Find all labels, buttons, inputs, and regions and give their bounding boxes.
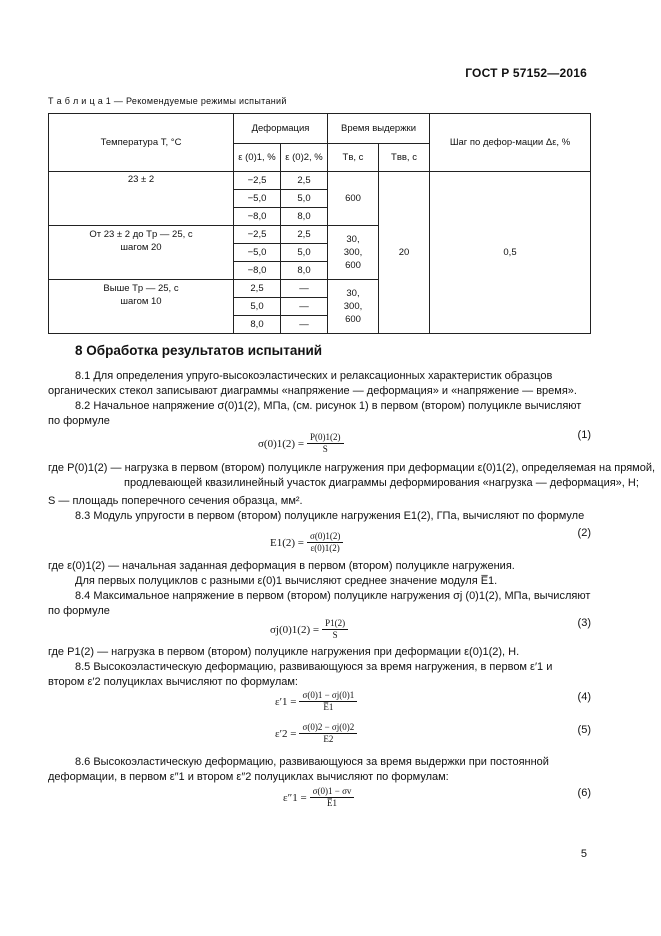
eq3-lhs: σj(0)1(2) =	[270, 623, 320, 636]
table-cell: 5,0	[281, 190, 328, 208]
eq2-number: (2)	[577, 527, 591, 539]
eq3-number: (3)	[577, 617, 591, 629]
eq6-number: (6)	[577, 787, 591, 799]
tv-cell: 30, 300, 600	[328, 280, 379, 334]
paragraph-8-5: 8.5 Высокоэластическую деформацию, развивающуюся за время нагружения, в первом ε′1 и втором ε′2 полуциклах вычисляют по формулам:	[48, 661, 553, 688]
paragraph-8-1: 8.1 Для определения упруго-высокоэластических и релаксационных характеристик образцов органических стекол записывают диаграммы «напряжение — деформация» и «напряжение — время».	[48, 370, 577, 397]
tv-cell: 600	[328, 172, 379, 226]
eq6-denominator: E̅1	[327, 798, 338, 808]
eq1-lhs: σ(0)1(2) =	[258, 437, 305, 450]
tv-cell: 30, 300, 600	[328, 226, 379, 280]
eq2-denominator: ε(0)1(2)	[310, 543, 340, 553]
temp-cell: 23 ± 2	[49, 172, 234, 226]
header-eps1: ε (0)1, %	[234, 144, 281, 172]
eq2-numerator: σ(0)1(2)	[307, 531, 343, 543]
table-cell: −2,5	[234, 226, 281, 244]
eq4-lhs: ε′1 =	[275, 695, 297, 708]
eq1-numerator: P(0)1(2)	[307, 432, 344, 444]
where-1b: S — площадь поперечного сечения образца, мм².	[48, 495, 303, 507]
tvv-cell: 20	[379, 172, 430, 334]
where-1: где P(0)1(2) — нагрузка в первом (втором) полуцикле нагружения при деформации ε(0)1(2), определяемая на прямой, продлевающей квазилинейный участок диаграммы деформирования «нагрузка — деформация», Н;	[48, 462, 656, 489]
table-cell: 8,0	[281, 208, 328, 226]
eq5-numerator: σ(0)2 − σj(0)2	[299, 722, 357, 734]
table-cell: 8,0	[234, 316, 281, 334]
table-caption: Т а б л и ц а 1 — Рекомендуемые режимы испытаний	[48, 96, 287, 106]
table-cell: −2,5	[234, 172, 281, 190]
eq4-denominator: E̅1	[323, 702, 334, 712]
step-cell: 0,5	[430, 172, 591, 334]
section-title: 8 Обработка результатов испытаний	[75, 343, 323, 358]
eq1-number: (1)	[577, 429, 591, 441]
table-cell: —	[281, 316, 328, 334]
temp-cell: Выше Tр — 25, с шагом 10	[49, 280, 234, 334]
table-cell: 8,0	[281, 262, 328, 280]
eq5-denominator: E2	[323, 734, 334, 744]
header-eps2: ε (0)2, %	[281, 144, 328, 172]
equation-4	[275, 690, 357, 713]
eq3-numerator: P1(2)	[322, 618, 348, 630]
page-number: 5	[580, 848, 587, 860]
paragraph-8-4: 8.4 Максимальное напряжение в первом (втором) полуцикле нагружения σj (0)1(2), МПа, вычисляют по формуле	[48, 590, 591, 617]
temp-cell: От 23 ± 2 до Tр — 25, с шагом 20	[49, 226, 234, 280]
table-cell: −5,0	[234, 244, 281, 262]
equation-3	[270, 618, 348, 641]
table-cell: —	[281, 298, 328, 316]
equation-2	[270, 531, 343, 554]
header-deformation: Деформация	[234, 114, 328, 144]
paragraph-8-2: 8.2 Начальное напряжение σ(0)1(2), МПа, (см. рисунок 1) в первом (втором) полуцикле вычисляют по формуле	[48, 400, 582, 427]
table-cell: 5,0	[234, 298, 281, 316]
eq1-denominator: S	[322, 444, 328, 454]
eq4-number: (4)	[577, 691, 591, 703]
modes-table	[48, 113, 591, 334]
table-cell: 2,5	[281, 172, 328, 190]
table-cell: −5,0	[234, 190, 281, 208]
paragraph-8-3: 8.3 Модуль упругости в первом (втором) полуцикле нагружения E1(2), ГПа, вычисляют по формуле	[75, 510, 585, 522]
header-tv: Tв, с	[328, 144, 379, 172]
eq4-numerator: σ(0)1 − σj(0)1	[299, 690, 357, 702]
where-2: где ε(0)1(2) — начальная заданная деформация в первом (втором) полуцикле нагружения.	[48, 560, 515, 572]
equation-6	[283, 786, 354, 809]
equation-5	[275, 722, 357, 745]
eq2-lhs: E1(2) =	[270, 536, 304, 549]
table-cell: 5,0	[281, 244, 328, 262]
eq5-number: (5)	[577, 724, 591, 736]
equation-1	[258, 432, 344, 455]
table-cell: —	[281, 280, 328, 298]
table-cell: 2,5	[281, 226, 328, 244]
header-hold-time: Время выдержки	[328, 114, 430, 144]
where-2b: Для первых полуциклов с разными ε(0)1 вычисляют среднее значение модуля E̅1.	[75, 575, 498, 587]
document-header: ГОСТ Р 57152—2016	[465, 66, 587, 80]
eq6-lhs: ε″1 =	[283, 791, 307, 804]
table-cell: −8,0	[234, 262, 281, 280]
table-cell: −8,0	[234, 208, 281, 226]
eq6-numerator: σ(0)1 − σv	[310, 786, 355, 798]
table-cell: 2,5	[234, 280, 281, 298]
paragraph-8-6: 8.6 Высокоэластическую деформацию, развивающуюся за время выдержки при постоянной деформации, в первом ε″1 и втором ε″2 полуциклах вычисляют по формулам:	[48, 756, 549, 783]
eq5-lhs: ε′2 =	[275, 727, 297, 740]
eq3-denominator: S	[332, 630, 338, 640]
where-3: где P1(2) — нагрузка в первом (втором) полуцикле нагружения при деформации ε(0)1(2), Н.	[48, 646, 520, 658]
header-step: Шаг по дефор-мации Δε, %	[430, 114, 591, 172]
header-tvv: Tвв, с	[379, 144, 430, 172]
header-temperature: Температура T, °С	[49, 114, 234, 172]
